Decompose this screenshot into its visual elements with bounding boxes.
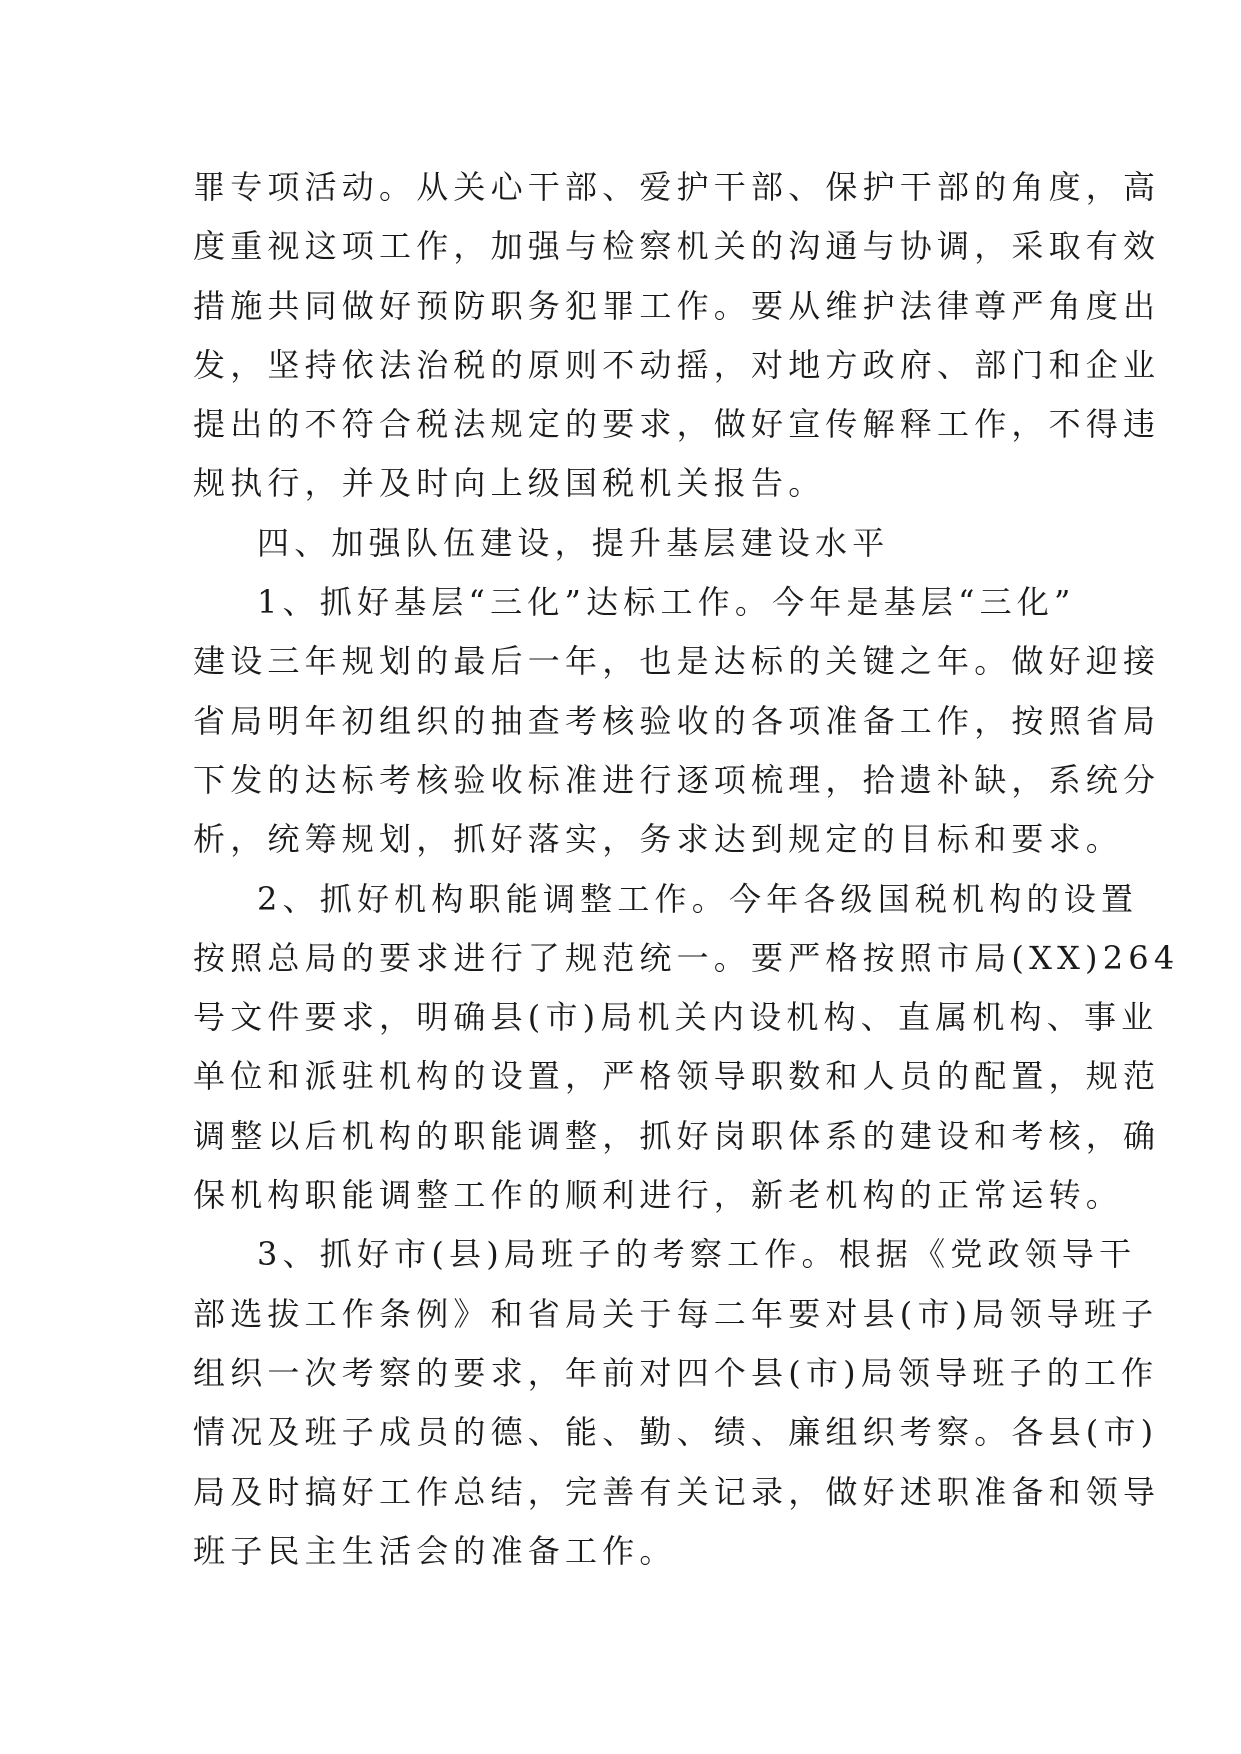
paragraph-first-line: 1、抓好基层“三化”达标工作。今年是基层“三化”	[257, 583, 1076, 622]
text-line: 按照总局的要求进行了规范统一。要严格按照市局(XX)264	[193, 938, 1180, 977]
text-line: 下发的达标考核验收标准进行逐项梳理，拾遗补缺，系统分	[193, 760, 1161, 799]
text-line: 单位和派驻机构的设置，严格领导职数和人员的配置，规范	[193, 1057, 1161, 1096]
text-line: 析，统筹规划，抓好落实，务求达到规定的目标和要求。	[193, 820, 1124, 859]
text-line: 班子民主生活会的准备工作。	[193, 1531, 677, 1570]
text-line: 部选拔工作条例》和省局关于每二年要对县(市)局领导班子	[193, 1294, 1159, 1333]
text-line: 建设三年规划的最后一年，也是达标的关键之年。做好迎接	[193, 642, 1161, 681]
text-line: 调整以后机构的职能调整，抓好岗职体系的建设和考核，确	[193, 1116, 1161, 1155]
paragraph-first-line: 2、抓好机构职能调整工作。今年各级国税机构的设置	[257, 879, 1139, 918]
text-line: 发，坚持依法治税的原则不动摇，对地方政府、部门和企业	[193, 345, 1161, 384]
text-line: 保机构职能调整工作的顺利进行，新老机构的正常运转。	[193, 1176, 1124, 1215]
document-body	[193, 158, 1180, 1581]
text-line: 号文件要求，明确县(市)局机关内设机构、直属机构、事业	[193, 998, 1159, 1037]
text-line: 罪专项活动。从关心干部、爱护干部、保护干部的角度，高	[193, 168, 1161, 206]
text-line: 规执行，并及时向上级国税机关报告。	[193, 464, 826, 503]
text-line: 情况及班子成员的德、能、勤、绩、廉组织考察。各县(市)	[193, 1413, 1159, 1452]
paragraph-first-line: 3、抓好市(县)局班子的考察工作。根据《党政领导干	[257, 1235, 1137, 1274]
text-line: 提出的不符合税法规定的要求，做好宣传解释工作，不得违	[193, 405, 1161, 444]
text-line: 措施共同做好预防职务犯罪工作。要从维护法律尊严角度出	[193, 286, 1161, 325]
text-line: 局及时搞好工作总结，完善有关记录，做好述职准备和领导	[193, 1472, 1161, 1511]
text-line: 省局明年初组织的抽查考核验收的各项准备工作，按照省局	[193, 701, 1161, 740]
paragraph-first-line: 四、加强队伍建设，提升基层建设水平	[257, 523, 890, 562]
text-line: 度重视这项工作，加强与检察机关的沟通与协调，采取有效	[193, 227, 1161, 266]
text-line: 组织一次考察的要求，年前对四个县(市)局领导班子的工作	[193, 1353, 1159, 1392]
